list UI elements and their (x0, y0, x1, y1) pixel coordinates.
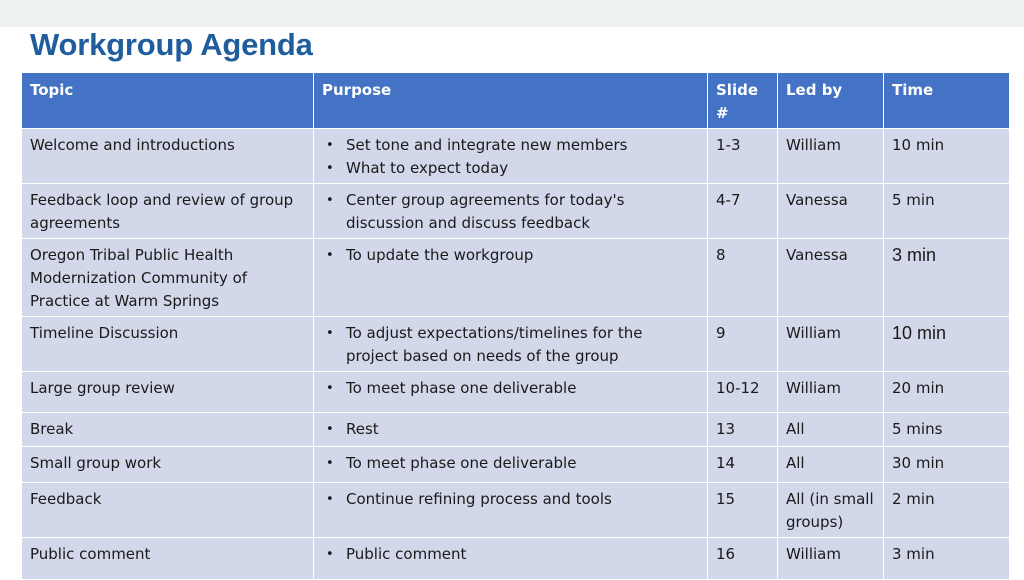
cell-time: 10 min (884, 317, 1010, 372)
cell-purpose (314, 239, 708, 317)
cell-time: 5 mins (884, 413, 1010, 447)
bullet-icon: • (326, 547, 334, 562)
cell-led-by: William (778, 129, 884, 184)
purpose-list (322, 488, 699, 511)
purpose-item (322, 377, 699, 400)
bullet-icon: • (326, 381, 334, 396)
cell-topic: Timeline Discussion (22, 317, 314, 372)
header-led-by: Led by (778, 73, 884, 129)
table-row (22, 317, 1010, 372)
cell-topic: Public comment (22, 538, 314, 580)
table-row (22, 538, 1010, 580)
header-topic: Topic (22, 73, 314, 129)
table-row (22, 239, 1010, 317)
cell-slide: 15 (708, 483, 778, 538)
bullet-icon: • (326, 193, 334, 208)
purpose-text: To update the workgroup (346, 246, 534, 264)
purpose-list (322, 377, 699, 400)
cell-topic: Feedback (22, 483, 314, 538)
cell-time: 20 min (884, 372, 1010, 413)
header-purpose: Purpose (314, 73, 708, 129)
cell-purpose (314, 483, 708, 538)
purpose-item (322, 244, 699, 267)
bullet-icon: • (326, 161, 334, 176)
bullet-icon: • (326, 248, 334, 263)
header-slide: Slide # (708, 73, 778, 129)
cell-led-by: Vanessa (778, 184, 884, 239)
purpose-item (322, 488, 699, 511)
purpose-text: To meet phase one deliverable (346, 379, 577, 397)
cell-slide: 4-7 (708, 184, 778, 239)
agenda-body (22, 129, 1010, 580)
bullet-icon: • (326, 456, 334, 471)
purpose-text: Rest (346, 420, 379, 438)
purpose-list (322, 418, 699, 441)
cell-purpose (314, 184, 708, 239)
purpose-item (322, 543, 699, 566)
purpose-item (322, 157, 699, 180)
page-title: Workgroup Agenda (30, 27, 313, 62)
cell-purpose (314, 372, 708, 413)
cell-time: 10 min (884, 129, 1010, 184)
cell-led-by: All (778, 447, 884, 483)
cell-topic: Large group review (22, 372, 314, 413)
purpose-text: To meet phase one deliverable (346, 454, 577, 472)
purpose-list (322, 189, 699, 235)
cell-purpose (314, 317, 708, 372)
purpose-item (322, 452, 699, 475)
purpose-text: Set tone and integrate new members (346, 136, 628, 154)
purpose-list (322, 134, 699, 180)
table-row (22, 129, 1010, 184)
cell-led-by: William (778, 372, 884, 413)
cell-led-by: Vanessa (778, 239, 884, 317)
table-row (22, 483, 1010, 538)
purpose-list (322, 244, 699, 267)
cell-topic: Welcome and introductions (22, 129, 314, 184)
table-row (22, 447, 1010, 483)
cell-slide: 14 (708, 447, 778, 483)
cell-topic: Oregon Tribal Public Health Modernization Community of Practice at Warm Springs (22, 239, 314, 317)
cell-time: 3 min (884, 239, 1010, 317)
bullet-icon: • (326, 422, 334, 437)
cell-led-by: William (778, 538, 884, 580)
top-band (0, 0, 1024, 27)
purpose-item (322, 189, 699, 235)
table-row (22, 184, 1010, 239)
header-row (22, 73, 1010, 129)
cell-time: 5 min (884, 184, 1010, 239)
bullet-icon: • (326, 492, 334, 507)
cell-purpose (314, 538, 708, 580)
purpose-item (322, 322, 699, 368)
purpose-list (322, 543, 699, 566)
agenda-table (21, 72, 1010, 580)
cell-slide: 1-3 (708, 129, 778, 184)
table-row (22, 372, 1010, 413)
cell-topic: Break (22, 413, 314, 447)
cell-led-by: All (in small groups) (778, 483, 884, 538)
cell-led-by: All (778, 413, 884, 447)
cell-purpose (314, 413, 708, 447)
purpose-text: Public comment (346, 545, 467, 563)
bullet-icon: • (326, 326, 334, 341)
cell-time: 3 min (884, 538, 1010, 580)
cell-led-by: William (778, 317, 884, 372)
cell-slide: 13 (708, 413, 778, 447)
purpose-text: What to expect today (346, 159, 509, 177)
cell-slide: 8 (708, 239, 778, 317)
header-time: Time (884, 73, 1010, 129)
table-row (22, 413, 1010, 447)
cell-topic: Feedback loop and review of group agreements (22, 184, 314, 239)
cell-topic: Small group work (22, 447, 314, 483)
cell-purpose (314, 447, 708, 483)
cell-purpose (314, 129, 708, 184)
purpose-text: Continue refining process and tools (346, 490, 612, 508)
bullet-icon: • (326, 138, 334, 153)
cell-slide: 16 (708, 538, 778, 580)
purpose-list (322, 322, 699, 368)
cell-time: 30 min (884, 447, 1010, 483)
purpose-item (322, 134, 699, 157)
cell-slide: 9 (708, 317, 778, 372)
purpose-text: To adjust expectations/timelines for the project based on needs of the group (346, 324, 643, 365)
purpose-item (322, 418, 699, 441)
cell-time: 2 min (884, 483, 1010, 538)
purpose-text: Center group agreements for today's discussion and discuss feedback (346, 191, 625, 232)
purpose-list (322, 452, 699, 475)
cell-slide: 10-12 (708, 372, 778, 413)
